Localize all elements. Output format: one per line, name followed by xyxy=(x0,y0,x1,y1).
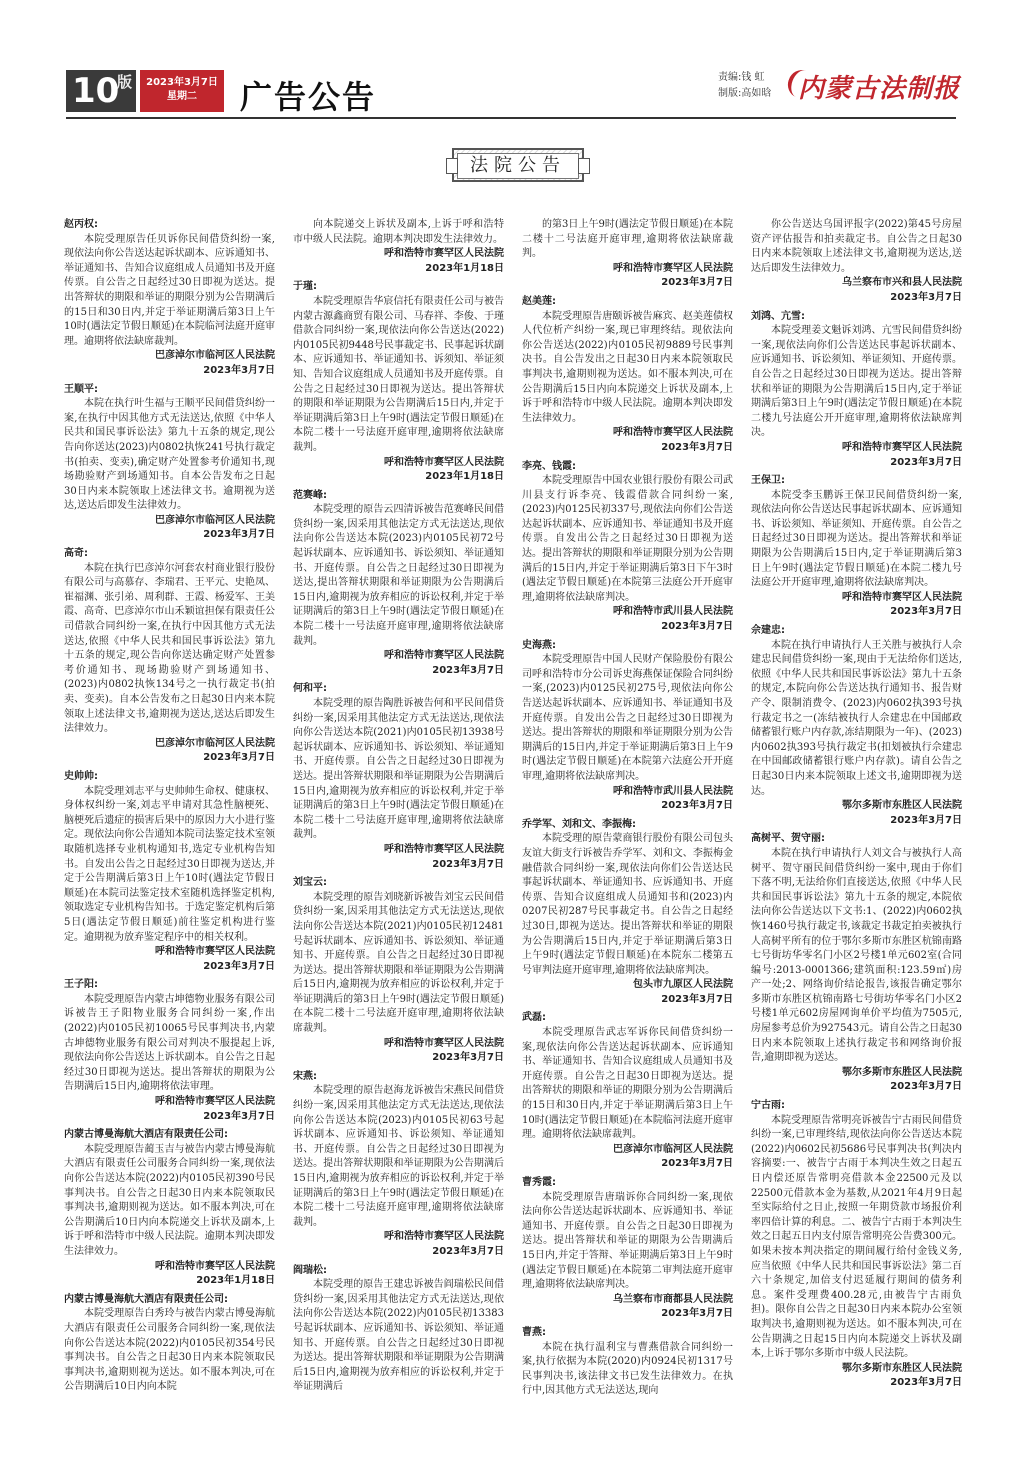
notice-body: 本院在执行申请执行人刘文合与被执行人高树平、贺守丽民间借贷纠纷一案中,现由于你们下落不明,无法给你们直接送达,依照《中华人民共和国民事诉讼法》第九十五条的规定,本院依法向你公告送达以下文书:1、(2022)内0602执恢1460号执行裁定书,该裁定书裁定拍卖被执行人高树平所有的位于鄂尔多斯市东胜区杭锦南路七号街坊华零名门小区2号楼1单元602室(合同编号:2013-0001366;建筑面积:123.59㎡)房产一处;2、网络询价结论报告,该报告确定鄂尔多斯市东胜区杭锦南路七号街坊华零名门小区2号楼1单元602房屋网询单价平均值为7505元,房屋参考总价为927543元。请自公告之日起30日内来本院领取上述执行裁定书和网络询价报告,逾期即视为送达。 xyxy=(751,847,962,1064)
issue-weekday: 星期二 xyxy=(167,91,197,102)
notice-recipient: 李亮、钱霞: xyxy=(522,460,576,472)
notice-court: 呼和浩特市赛罕区人民法院 xyxy=(613,427,733,439)
notice-date: 2023年3月7日 xyxy=(890,456,962,468)
page-header xyxy=(0,0,1024,150)
notice-body: 本院受理原告华宸信托有限责任公司与被告内蒙古源鑫商贸有限公司、马春祥、李俊、于瑾借款合同纠纷一案,现依法向你公告送达(2022)内0105民初9448号民事裁定书、民事起诉状副本、应诉通知书、举证通知书、诉须知、举证须知、告知合议庭组成人员通知书及开庭传票。自公告之日起经过30日即视为送达。提出答辩状的期限和举证期限为公告期满后15日内,并定于举证期满后第3日上午9时(遇法定节假日顺延)在本院二楼十一号法庭开庭审理,逾期将依法缺席裁判。 xyxy=(293,295,504,453)
notice-court: 呼和浩特市赛罕区人民法院 xyxy=(384,248,504,260)
court-notice xyxy=(293,280,504,484)
notice-date: 2023年3月7日 xyxy=(432,664,504,676)
notice-court: 呼和浩特市赛罕区人民法院 xyxy=(384,1037,504,1049)
notice-date: 2023年3月7日 xyxy=(890,1377,962,1389)
notice-date: 2023年3月7日 xyxy=(661,1308,733,1320)
notice-court: 呼和浩特市赛罕区人民法院 xyxy=(842,591,962,603)
court-notice xyxy=(64,978,275,1124)
notice-body: 本院受理原告唐颐诉被告麻宾、赵美莲债权人代位析产纠纷一案,现已审理终结。现依法向你公告送达(2022)内0105民初9889号民事判决书。自公告发出之日起30日内来本院领取民事判决书,逾期则视为送达。如不服本判决,可在公告期满后15日内向本院递交上诉状及副本,上诉于呼和浩特市中级人民法院。逾期本判决即发生法律效力。 xyxy=(522,310,733,424)
court-notice xyxy=(64,547,275,766)
court-notice xyxy=(751,832,962,1095)
notice-body: 本院受理的原告蒙商银行股份有限公司包头友谊大街支行诉被告乔学军、刘和文、李振梅金融借款合同纠纷一案,现依法向你们公告送达民事起诉状副本、举证通知书、应诉通知书、开庭传票、告知合议庭组成人员通知书和(2023)内0207民初287号民事裁定书。自公告之日起经过30日,即视为送达。提出答辩状和举证的期限为公告期满后15日内,并定于举证期满后第3日上午9时(遇法定节假日顺延)在本院东二楼第五号审判法庭开庭审理,逾期将依法缺席判决。 xyxy=(522,833,733,976)
court-notice xyxy=(522,1176,733,1322)
court-notice xyxy=(522,218,733,291)
notice-court: 呼和浩特市赛罕区人民法院 xyxy=(613,262,733,274)
notice-columns xyxy=(64,218,960,1480)
page-number: 10 xyxy=(72,71,120,111)
notice-court: 巴彦淖尔市临河区人民法院 xyxy=(155,514,275,526)
banner-right-tab xyxy=(578,158,590,174)
producer-name: 制版:高如晗 xyxy=(718,88,772,99)
notice-body: 本院受理原告任贝诉你民间借贷纠纷一案,现依法向你公告送达起诉状副本、应诉通知书、举证通知书、告知合议庭组成人员通知书及开庭传票。自公告之日起经过30日即视为送达。提出答辩状的期限和举证的期限分别为公告期满后的15日和30日内,并定于举证期满后第3日上午10时(遇法定节假日顺延)在本院临河法庭开庭审理。逾期将依法缺席裁判。 xyxy=(64,233,275,347)
notice-body: 本院受理原告蔺玉吉与被告内蒙古博曼海航大酒店有限责任公司服务合同纠纷一案,现依法向你公告送达本院(2022)内0105民初390号民事判决书。自公告之日起30日内来本院领取民事判决书,逾期则视为送达。如不服本判决,可在公告期满后10日内向本院递交上诉状及副本,上诉于呼和浩特市中级人民法院。逾期本判决即发生法律效力。 xyxy=(64,1143,275,1257)
notice-recipient: 高树平、贺守丽: xyxy=(751,833,825,845)
court-notice xyxy=(751,1099,962,1391)
notice-date: 2023年3月7日 xyxy=(890,814,962,826)
notice-court: 呼和浩特市赛罕区人民法院 xyxy=(384,456,504,468)
notice-date: 2023年3月7日 xyxy=(661,441,733,453)
notice-body: 本院受理原告唐瑞诉你合同纠纷一案,现依法向你公告送达起诉状副本、应诉通知书、举证通知书、开庭传票。自公告之日起30日即视为送达。提出答辩状和举证的期限为公告期满后15日内,并定于答辩、举证期满后第3日上午9时(遇法定节假日顺延)在本院第二审判法庭开庭审理,逾期将依法缺席判决。 xyxy=(522,1191,733,1291)
court-notice xyxy=(522,1326,733,1399)
notice-body: 本院受理原告常明亮诉被告宁古雨民间借贷纠纷一案,已审理终结,现依法向你公告送达本院(2022)内0602民初5686号民事判决书(判决内容摘要:一、被告宁古雨于本判决生效之日起五日内偿还原告常明亮借款本金22500元及以22500元借款本金为基数,从2021年4月9日起至实际给付之日止,按照一年期贷款市场报价利率四倍计算的利息。二、被告宁古雨于本判决生效之日起五日内支付原告常明亮公告费300元。如果未按本判决指定的期间履行给付金钱义务,应当依照《中华人民共和国民事诉讼法》第二百六十条规定,加倍支付迟延履行期间的债务利息。案件受理费400.28元,由被告宁古雨负担)。限你自公告之日起30日内来本院办公室领取判决书,逾期则视为送达。如不服本判决,可在公告期满之日起15日内向本院递交上诉状及副本,上诉于鄂尔多斯市中级人民法院。 xyxy=(751,1114,962,1360)
notice-date: 2023年3月7日 xyxy=(203,364,275,376)
notice-recipient: 王保卫: xyxy=(751,475,785,487)
notice-court: 巴彦淖尔市临河区人民法院 xyxy=(613,1143,733,1155)
notice-recipient: 高奇: xyxy=(64,548,88,560)
court-notice xyxy=(751,310,962,471)
court-notice xyxy=(522,1011,733,1172)
court-notice xyxy=(293,682,504,872)
notice-date: 2023年3月7日 xyxy=(890,1081,962,1093)
notice-recipient: 曹秀霞: xyxy=(522,1177,556,1188)
notice-body: 本院受理的原告刘晓新诉被告刘宝云民间借贷纠纷一案,因采用其他法定方式无法送达,现依法向你公告送达本院(2021)内0105民初12481号起诉状副本、应诉通知书、诉讼须知、举证通知书、开庭传票。自公告之日起经过30日即视为送达。提出答辩状期限和举证期限为公告期满后15日内,逾期视为放弃相应的诉讼权利,并定于举证期满后的第3日上午9时(遇法定节假日顺延)在本院二楼十二号法庭开庭审理,逾期将依法缺席裁判。 xyxy=(293,891,504,1035)
notice-recipient: 王顺平: xyxy=(64,383,98,395)
notice-date: 2023年3月7日 xyxy=(203,1110,275,1122)
notice-court: 呼和浩特市武川县人民法院 xyxy=(613,785,733,797)
notice-date: 2023年3月7日 xyxy=(203,752,275,764)
notice-court: 鄂尔多斯市东胜区人民法院 xyxy=(842,800,962,812)
notice-date: 2023年3月7日 xyxy=(432,858,504,870)
page-number-box xyxy=(66,70,136,112)
newspaper-logo xyxy=(798,68,960,105)
court-notice xyxy=(522,460,733,635)
court-notice-banner xyxy=(452,148,584,182)
notice-date: 2023年3月7日 xyxy=(661,1158,733,1170)
notice-recipient: 佘建忠: xyxy=(751,625,785,637)
notice-body: 本院受理原告中国农业银行股份有限公司武川县支行诉李亮、钱霞借款合同纠纷一案,(2023)内0125民初337号,现依法向你们公告送达起诉状副本、应诉通知书、举证通知书及开庭传票。自发出公告之日起经过30日即视为送达。提出答辩状的期限和举证期限分别为公告期满后的15日内,并定于举证期满后第3日下午3时(遇法定节假日顺延)在本院第三法庭公开开庭审理,逾期将依法缺席判决。 xyxy=(522,475,733,603)
notice-date: 2023年3月7日 xyxy=(890,606,962,618)
notice-body: 本院受理的原告王建忠诉被告阎瑞松民间借贷纠纷一案,因采用其他法定方式无法送达,现依法向你公告送达本院(2022)内0105民初13383号起诉状副本、应诉通知书、诉讼须知、举证通知书、开庭传票。自公告之日起经过30日即视为送达。提出答辩状期限和举证期限为公告期满后15日内,逾期视为放弃相应的诉讼权利,并定于举证期满后 xyxy=(293,1279,504,1393)
court-notice xyxy=(293,1070,504,1260)
notice-recipient: 于瑾: xyxy=(293,281,317,293)
banner-left-tab xyxy=(446,158,458,174)
notice-court: 呼和浩特市武川县人民法院 xyxy=(613,606,733,618)
notice-recipient: 何和平: xyxy=(293,683,327,695)
notice-court: 乌兰察布市商都县人民法院 xyxy=(613,1293,733,1305)
court-notice xyxy=(751,218,962,306)
notice-date: 2023年3月7日 xyxy=(432,1052,504,1064)
notice-body: 的第3日上午9时(遇法定节假日顺延)在本院二楼十二号法庭开庭审理,逾期将依法缺席裁判。 xyxy=(522,219,733,260)
notice-body: 向本院递交上诉状及副本,上诉于呼和浩特市中级人民法院。逾期本判决即发生法律效力。 xyxy=(293,219,504,245)
notice-court: 呼和浩特市赛罕区人民法院 xyxy=(155,1096,275,1108)
court-notice xyxy=(293,876,504,1066)
court-notice xyxy=(64,770,275,974)
notice-recipient: 乔学军、刘和文、李振梅: xyxy=(522,818,636,830)
notice-court: 乌兰察布市兴和县人民法院 xyxy=(842,277,962,289)
notice-body: 本院受理原告内蒙古坤德物业服务有限公司诉被告王子阳物业服务合同纠纷一案,作出(2022)内0105民初10065号民事判决书,内蒙古坤德物业服务有限公司对判决不服提起上诉,现依法向你公告送达上诉状副本。自公告之日起经过30日即视为送达。提出答辩状的期限为公告期满后15日内,逾期将依法审理。 xyxy=(64,993,275,1093)
editor-credits xyxy=(718,70,771,102)
notice-recipient: 刘宝云: xyxy=(293,877,327,889)
notice-recipient: 赵美莲: xyxy=(522,295,556,307)
court-notice xyxy=(751,624,962,828)
notice-court: 呼和浩特市赛罕区人民法院 xyxy=(384,1231,504,1243)
notice-body: 本院在执行申请执行人王关胜与被执行人佘建忠民间借贷纠纷一案,现由于无法给你们送达,依照《中华人民共和国民事诉讼法》第九十五条的规定,本院向你公告送达执行通知书、报告财产令、限制消费令、(2023)内0602执393号执行裁定书之一(冻结被执行人佘建忠在中国邮政储蓄银行账户内存款,冻结期限为一年)、(2023)内0602执393号执行裁定书(扣划被执行佘建忠在中国邮政储蓄银行账户内存款)。请自公告之日起30日内来本院领取上述文书,逾期即视为送达。 xyxy=(751,639,962,797)
notice-date: 2023年3月7日 xyxy=(432,1245,504,1257)
notice-body: 本院受理刘志平与史帅帅生命权、健康权、身体权纠纷一案,刘志平申请对其急性脑梗死、脑梗死后遗症的损害后果中的原因力大小进行鉴定。现依法向你公告通知本院司法鉴定技术室领取随机选择专业机构通知书,选定专业机构告知书。自发出公告之日起经过30日即视为送达,并定于公告期满后第3日上午10时(遇法定节假日顺延)在本院司法鉴定技术室随机选择鉴定机构,领取选定专业机构告知书。于选定鉴定机构后第5日(遇法定节假日顺延)前往鉴定机构进行鉴定。逾期视为放弃鉴定程序中的相关权利。 xyxy=(64,785,275,943)
notice-court: 巴彦淖尔市临河区人民法院 xyxy=(155,737,275,749)
notice-date: 2023年1月18日 xyxy=(196,1275,275,1287)
notice-body: 本院受理的原告赵海龙诉被告宋燕民间借贷纠纷一案,因采用其他法定方式无法送达,现依法向你公告送达本院(2023)内0105民初63号起诉状副本、应诉通知书、诉讼须知、举证通知书、开庭传票。自公告之日起经过30日即视为送达。提出答辩状期限和举证期限为公告期满后15日内,逾期视为放弃相应的诉讼权利,并定于举证期满后的第3日上午9时(遇法定节假日顺延)在本院二楼十二号法庭开庭审理,逾期将依法缺席裁判。 xyxy=(293,1085,504,1228)
notice-date: 2023年1月18日 xyxy=(425,262,504,274)
banner-title: 法院公告 xyxy=(457,153,579,179)
notice-body: 本院在执行叶生福与王顺平民间借贷纠纷一案,在执行中因其他方式无法送达,依照《中华人民共和国民事诉讼法》第九十五条的规定,现公告向你送达(2023)内0802执恢241号执行裁定书(拍卖、变卖),确定财产处置参考价通知书,现场勘验财产到场通知书。自本公告发布之日起30日内来本院领取上述法律文书。逾期视为送达,送达后即发生法律效力。 xyxy=(64,398,275,512)
notice-recipient: 赵丙权: xyxy=(64,219,98,230)
notice-body: 你公告送达乌国评报字(2022)第45号房屋资产评估报告和拍卖裁定书。自公告之日起30日内来本院领取上述法律文书,逾期视为送达,送达后即发生法律效力。 xyxy=(751,219,962,274)
notice-recipient: 宋燕: xyxy=(293,1070,317,1082)
court-notice xyxy=(293,1264,504,1395)
editor-name: 责编:钱 虹 xyxy=(718,72,765,83)
notice-recipient: 范赛峰: xyxy=(293,489,327,501)
notice-body: 本院在执行温利宝与曹燕借款合同纠纷一案,执行依据为本院(2020)内0924民初1317号民事判决书,该法律文书已发生法律效力。在执行中,因其他方式无法送达,现向 xyxy=(522,1341,733,1397)
notice-body: 本院在执行巴彦淖尔河套农村商业银行股份有限公司与高慕存、李瑞君、王平元、史艳凤、崔福渊、张引弟、周利群、王霞、杨爱军、王美霞、高奇、巴彦淖尔市山禾颖谊担保有限责任公司借款合同纠纷一案,在执行中因其他方式无法送达,依照《中华人民共和国民事诉讼法》第九十五条的规定,现公告向你送达确定财产处置参考价通知书、现场勘验财产到场通知书、(2023)内0802执恢134号之一执行裁定书(拍卖、变卖)。自本公告发布之日起30日内来本院领取上述法律文书,逾期视为送达,送达后即发生法律效力。 xyxy=(64,562,275,735)
notice-recipient: 阎瑞松: xyxy=(293,1264,327,1276)
notice-date: 2023年3月7日 xyxy=(203,960,275,972)
notice-body: 本院受理姜文魁诉刘鸿、亢雪民间借贷纠纷一案,现依法向你们公告送达民事起诉状副本、应诉通知书、诉讼须知、举证须知、开庭传票。自公告之日起经过30日即视为送达。提出答辩状和举证的期限为公告期满后15日内,定于举证期满后第3日上午9时(遇法定节假日顺延)在本院二楼九号法庭公开开庭审理,逾期将依法缺席判决。 xyxy=(751,325,962,439)
notice-recipient: 刘鸿、亢雪: xyxy=(751,310,805,322)
page-ban-label: 版 xyxy=(116,73,132,91)
court-notice xyxy=(522,295,733,456)
notice-court: 鄂尔多斯市东胜区人民法院 xyxy=(842,1066,962,1078)
notice-recipient: 内蒙古博曼海航大酒店有限责任公司: xyxy=(64,1129,228,1141)
notice-court: 鄂尔多斯市东胜区人民法院 xyxy=(842,1362,962,1374)
notice-recipient: 史帅帅: xyxy=(64,770,98,782)
notice-body: 本院受李玉鹏诉王保卫民间借贷纠纷一案,现依法向你公告送达民事起诉状副本、应诉通知书、诉讼须知、举证须知、开庭传票。自公告之日起经过30日即视为送达。提出答辩状和举证期限为公告期满后15日内,定于举证期满后第3日上午9时(遇法定节假日顺延)在本院二楼九号法庭公开开庭审理,逾期将依法缺席判决。 xyxy=(751,489,962,589)
notice-column xyxy=(64,218,275,1480)
notice-column xyxy=(293,218,504,1480)
notice-date: 2023年1月18日 xyxy=(425,471,504,483)
notice-date: 2023年3月7日 xyxy=(661,277,733,289)
notice-recipient: 内蒙古博曼海航大酒店有限责任公司: xyxy=(64,1293,228,1305)
notice-recipient: 王子阳: xyxy=(64,979,98,991)
notice-recipient: 武磊: xyxy=(522,1012,546,1024)
notice-recipient: 曹燕: xyxy=(522,1326,546,1338)
notice-date: 2023年3月7日 xyxy=(661,800,733,812)
court-notice xyxy=(522,818,733,1008)
header-divider xyxy=(66,117,956,119)
court-notice xyxy=(64,1293,275,1395)
notice-date: 2023年3月7日 xyxy=(203,529,275,541)
notice-body: 本院受理的原告云四清诉被告范赛峰民间借贷纠纷一案,因采用其他法定方式无法送达,现依法向你公告送达本院(2023)内0105民初72号起诉状副本、应诉通知书、诉讼须知、举证通知书、开庭传票。自公告之日起经过30日即视为送达,提出答辩状期限和举证期限为公告期满后15日内,逾期视为放弃相应的诉讼权利,并定于举证期满后的第3日上午9时(遇法定节假日顺延)在本院二楼十一号法庭开庭审理,逾期将依法缺席裁判。 xyxy=(293,504,504,647)
court-notice xyxy=(64,1128,275,1289)
logo-text: 内蒙古法制报 xyxy=(798,74,961,104)
notice-court: 呼和浩特市赛罕区人民法院 xyxy=(384,843,504,855)
court-notice xyxy=(751,474,962,620)
notice-date: 2023年3月7日 xyxy=(890,291,962,303)
notice-body: 本院受理原告白秀玲与被告内蒙古博曼海航大酒店有限责任公司服务合同纠纷一案,现依法向你公告送达本院(2022)内0105民初354号民事判决书。自公告之日起30日内来本院领取民事判决书,逾期则视为送达。如不服本判决,可在公告期满后10日内向本院 xyxy=(64,1308,275,1393)
court-notice xyxy=(522,639,733,814)
court-notice xyxy=(293,489,504,679)
notice-date: 2023年3月7日 xyxy=(661,621,733,633)
notice-recipient: 史海燕: xyxy=(522,639,556,651)
court-notice xyxy=(64,383,275,544)
notice-date: 2023年3月7日 xyxy=(661,993,733,1005)
court-notice xyxy=(293,218,504,276)
notice-court: 包头市九原区人民法院 xyxy=(633,979,733,991)
notice-court: 呼和浩特市赛罕区人民法院 xyxy=(155,946,275,958)
notice-column xyxy=(751,218,962,1480)
notice-body: 本院受理原告中国人民财产保险股份有限公司呼和浩特市分公司诉史海燕保证保险合同纠纷一案,(2023)内0125民初275号,现依法向你公告送达起诉状副本、应诉通知书、举证通知书及开庭传票。自发出公告之日起经过30日即视为送达。提出答辩状的期限和举证期限分别为公告期满后的15日内,并定于举证期满后第3日上午9时(遇法定节假日顺延)在本院第六法庭公开开庭审理,逾期将依法缺席判决。 xyxy=(522,654,733,782)
notice-court: 呼和浩特市赛罕区人民法院 xyxy=(155,1260,275,1272)
notice-court: 巴彦淖尔市临河区人民法院 xyxy=(155,350,275,362)
section-title: 广告公告 xyxy=(240,78,377,116)
notice-body: 本院受理原告武志军诉你民间借贷纠纷一案,现依法向你公告送达起诉状副本、应诉通知书、举证通知书、告知合议庭组成人员通知书及开庭传票。自公告之日起30日即视为送达。提出答辩状的期限和举证的期限分别为公告期满后的15日和30日内,并定于举证期满后第3日上午10时(遇法定节假日顺延)在本院临河法庭开庭审理。逾期将依法缺席裁判。 xyxy=(522,1027,733,1141)
notice-court: 呼和浩特市赛罕区人民法院 xyxy=(842,441,962,453)
notice-recipient: 宁古雨: xyxy=(751,1100,785,1112)
issue-date-box xyxy=(140,70,224,112)
notice-column xyxy=(522,218,733,1480)
notice-court: 呼和浩特市赛罕区人民法院 xyxy=(384,650,504,662)
court-notice xyxy=(64,218,275,379)
notice-body: 本院受理的原告陶胜诉被告何和平民间借贷纠纷一案,因采用其他法定方式无法送达,现依法向你公告送达本院(2021)内0105民初13938号起诉状副本、应诉通知书、诉讼须知、举证通知书、开庭传票。自公告之日起经过30日即视为送达。提出答辩状期限和举证期限为公告期满后15日内,逾期视为放弃相应的诉讼权利,并定于举证期满后的第3日上午9时(遇法定节假日顺延)在本院二楼十二号法庭开庭审理,逾期将依法缺席裁判。 xyxy=(293,698,504,841)
issue-date: 2023年3月7日 xyxy=(146,77,218,88)
